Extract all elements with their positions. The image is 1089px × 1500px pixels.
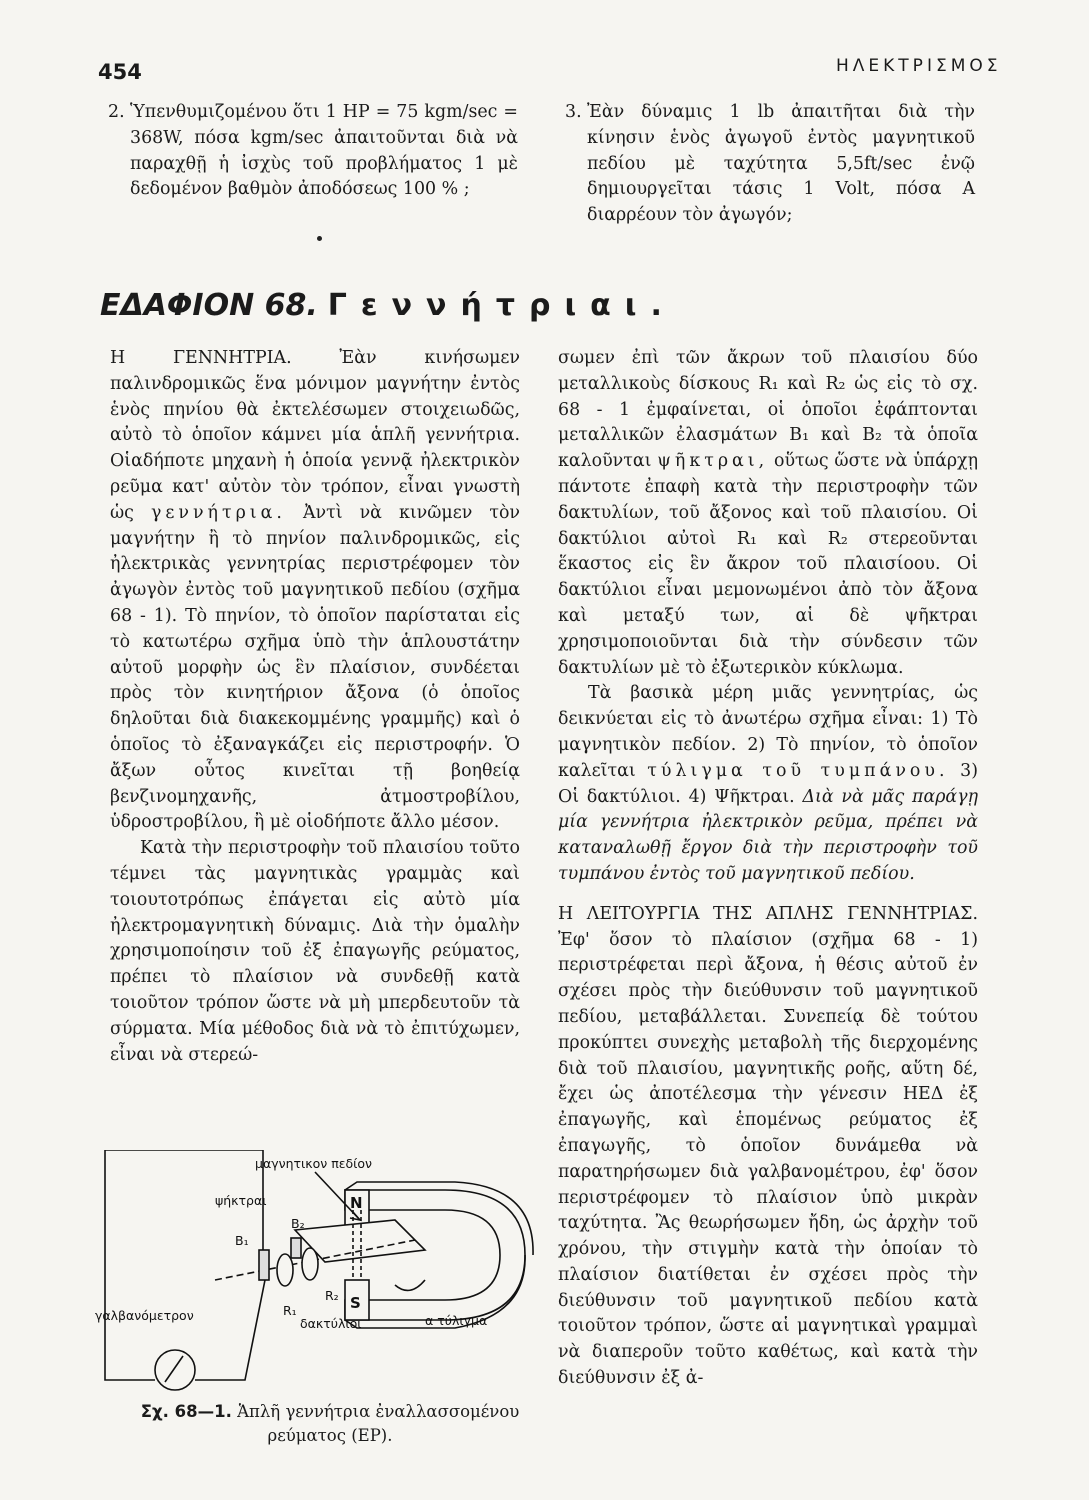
caption-label: Σχ. 68—1.: [140, 1402, 232, 1421]
bullet-mark: [317, 236, 322, 241]
section-heading: [100, 288, 676, 323]
paragraph-heading: Η ΓΕΝΝΗΤΡΙΑ.: [110, 348, 292, 368]
label-n: N: [350, 1194, 363, 1212]
slip-ring-r1: [277, 1254, 293, 1286]
brush-b1: [259, 1250, 269, 1280]
label-galvanometer: γαλβανόμετρον: [95, 1308, 194, 1323]
caption-text: Ἁπλῆ γεννήτρια ἐναλλασσομένου ρεύματος (ΕΡ).: [237, 1402, 520, 1445]
question-3: [565, 100, 975, 229]
circuit-wire: [105, 1150, 263, 1380]
left-column: [110, 346, 520, 1068]
section-title: Γεννήτριαι.: [327, 288, 676, 323]
label-b2: B₂: [291, 1216, 305, 1231]
page-number: 454: [98, 60, 142, 84]
running-title: ΗΛΕΚΤΡΙΣΜΟΣ: [836, 56, 1002, 76]
question-number: 2.: [108, 102, 125, 122]
label-armature: α τύλιγμα: [425, 1313, 488, 1328]
body-text: 3) Οἱ δακτύλιοι. 4) Ψῆκτραι.: [558, 760, 978, 807]
italic-emphasis: Διὰ νὰ μᾶς παράγῃ μία γεννήτρια ἠλεκτρικὸν ρεῦμα, πρέπει νὰ καταναλωθῇ ἔργον διὰ τὴν περιστροφὴν τοῦ τυμπάνου ἐντὸς τοῦ μαγνητικοῦ πεδίου.: [558, 786, 978, 884]
brush-b2: [291, 1238, 301, 1258]
body-text: Ἀντὶ νὰ κινῶμεν τὸν μαγνήτην ἢ τὸ πηνίον παλινδρομικῶς, εἰς ἠλεκτρικὰς γεννητρίας περιστρέφομεν τὸν ἀγωγὸν ἐντὸς τοῦ μαγνητικοῦ πεδίου (σχῆμα 68 - 1). Τὸ πηνίον, τὸ ὁποῖον παρίσταται εἰς τὸ κατωτέρω σχῆμα ὑπὸ τὴν ἁπλουστάτην αὐτοῦ μορφὴν ὡς ἓν πλαίσιον, συνδέεται πρὸς τὸν κινητήριον ἄξονα (ὁ ὁποῖος δηλοῦται διὰ διακεκομμένης γραμμῆς) καὶ ὁ ὁποῖος τὸ ἐξαναγκάζει εἰς περιστροφήν. Ὁ ἄξων οὗτος κινεῖται τῇ βοηθείᾳ βενζινομηχανῆς, ἀτμοστροβίλου, ὑδροστροβίλου, ἢ μὲ οἱοδήποτε ἄλλο μέσον.: [110, 502, 520, 833]
spaced-term: ψῆκτραι,: [657, 451, 769, 472]
generator-figure: [95, 1150, 535, 1400]
label-r1: R₁: [283, 1303, 297, 1318]
figure-caption: [120, 1400, 540, 1448]
label-field: μαγνητικον πεδίον: [255, 1156, 373, 1171]
label-s: S: [350, 1294, 361, 1312]
question-text: Ὑπενθυμιζομένου ὅτι 1 HP = 75 kgm/sec = 368W, πόσα kgm/sec ἀπαιτοῦνται διὰ νὰ παραχθῇ ἡ ἰσχὺς τοῦ προβλήματος 1 μὲ δεδομένον βαθμὸν ἀποδόσεως 100 % ;: [130, 102, 518, 200]
question-number: 3.: [565, 102, 582, 122]
spaced-term: γεννήτρια.: [150, 502, 286, 523]
right-column: [558, 346, 978, 1392]
question-text: Ἐὰν δύναμις 1 lb ἀπαιτῆται διὰ τὴν κίνησιν ἑνὸς ἀγωγοῦ ἐντὸς μαγνητικοῦ πεδίου μὲ ταχύτητα 5,5ft/sec ἐνῷ δημιουργεῖται τάσις 1 Volt, πόσα A διαρρέουν τὸν ἀγωγόν;: [587, 102, 975, 226]
label-r2: R₂: [325, 1288, 339, 1303]
body-text: οὕτως ὥστε νὰ ὑπάρχῃ πάντοτε ἐπαφὴ κατὰ τὴν περιστροφὴν τῶν δακτυλίων, τοῦ ἄξονος καὶ τοῦ πλαισίου. Οἱ δακτύλιοι αὐτοὶ R₁ καὶ R₂ στερεοῦνται ἕκαστος εἰς ἓν ἄκρον τοῦ πλαισίοου. Οἱ δακτύλιοι εἶναι μεμονωμένοι ἀπὸ τὸν ἄξονα καὶ μεταξύ των, αἱ δὲ ψῆκτραι χρησιμοποιοῦνται διὰ τὴν σύνδεσιν τῶν δακτυλίων μὲ τὸ ἐξωτερικὸν κύκλωμα.: [558, 451, 979, 678]
slip-ring-r2: [302, 1248, 318, 1280]
body-text: σωμεν ἐπὶ τῶν ἄκρων τοῦ πλαισίου δύο μεταλλικοὺς δίσκους R₁ καὶ R₂ ὡς εἰς τὸ σχ. 68 - 1 ἐμφαίνεται, οἱ ὁποῖοι ἐφάπτονται μεταλλικῶν ἐλασμάτων B₁ καὶ B₂ τὰ ὁποῖα καλοῦνται: [558, 348, 978, 472]
body-paragraph: Κατὰ τὴν περιστροφὴν τοῦ πλαισίου τοῦτο τέμνει τὰς μαγνητικὰς γραμμὰς καὶ τοιουτοτρόπως ἐπάγεται εἰς αὐτὸ μία ἠλεκτρομαγνητικὴ δύναμις. Διὰ τὴν ὁμαλὴν χρησιμοποίησιν τοῦ ἐξ ἐπαγωγῆς ρεύματος, πρέπει τὸ πλαίσιον νὰ συνδεθῇ κατὰ τοιοῦτον τρόπον ὥστε νὰ μὴ μπερδευτοῦν τὰ σύρματα. Μία μέθοδος διὰ νὰ τὸ ἐπιτύχωμεν, εἶναι νὰ στερεώ-: [110, 838, 520, 1065]
label-brushes: ψήκτραι: [215, 1193, 267, 1208]
circuit-wire: [195, 1280, 265, 1380]
paragraph-heading: Η ΛΕΙΤΟΥΡΓΙΑ ΤΗΣ ΑΠΛΗΣ ΓΕΝΝΗΤΡΙΑΣ.: [558, 903, 978, 924]
body-text: Τὰ βασικὰ μέρη μιᾶς γεννητρίας, ὡς δεικνύεται εἰς τὸ ἀνωτέρω σχῆμα εἶναι: 1) Τὸ μαγνητικὸν πεδίον. 2) Τὸ πηνίον, τὸ ὁποῖον καλεῖται: [558, 683, 978, 781]
galvanometer-icon: [155, 1350, 195, 1390]
label-b1: B₁: [235, 1233, 249, 1248]
body-text: Ἐφ' ὅσον τὸ πλαίσιον (σχῆμα 68 - 1) περιστρέφεται περὶ ἄξονα, ἡ θέσις αὐτοῦ ἐν σχέσει πρὸς τὴν διεύθυνσιν τοῦ μαγνητικοῦ πεδίου, μεταβάλλεται. Συνεπείᾳ δὲ τούτου προκύπτει συνεχὴς μεταβολὴ τῆς διερχομένης διὰ τοῦ πλαισίου, μαγνητικῆς ροῆς, αὕτη δέ, ἔχει ὡς ἀποτέλεσμα τὴν γένεσιν ΗΕΔ ἐξ ἐπαγωγῆς, καὶ ἑπομένως ρεύματος ἐξ ἐπαγωγῆς, τὸ ὁποῖον δυνάμεθα νὰ παρατηρήσωμεν διὰ γαλβανομέτρου, ἐφ' ὅσον περιστρέφομεν τὸ πλαίσιον ὑπὸ μικρὰν ταχύτητα. Ἂς θεωρήσωμεν ἤδη, ὡς ἀρχὴν τοῦ χρόνου, τὴν στιγμὴν κατὰ τὴν ὁποίαν τὸ πλαίσιον διατίθεται ἐν σχέσει πρὸς τὴν διεύθυνσιν τοῦ μαγνητικοῦ πεδίου κατὰ τοιοῦτον τρόπον, ὥστε αἱ μαγνητικαὶ γραμμαὶ νὰ διαπεροῦν τοῦτο καθέτως, καὶ κατὰ τὴν διεύθυνσιν ἐξ ἀ-: [558, 929, 978, 1389]
body-text: Ἐὰν κινήσωμεν παλινδρομικῶς ἕνα μόνιμον μαγνήτην ἐντὸς ἑνὸς πηνίου θὰ ἐκτελέσωμεν στοιχειωδῶς, αὐτὸ τὸ ὁποῖον κάμνει μία ἁπλῆ γεννήτρια. Οἱαδήποτε μηχανὴ ἡ ὁποία γεννᾷ ἠλεκτρικὸν ρεῦμα κατ' αὐτὸν τὸν τρόπον, εἶναι γνωστὴ ὡς: [110, 348, 521, 523]
section-label: ΕΔΑΦΙΟΝ 68.: [100, 288, 318, 323]
question-2: [108, 100, 518, 203]
label-rings: δακτύλιοι: [300, 1316, 362, 1331]
spaced-term: τύλιγμα τοῦ τυμπάνου.: [647, 760, 949, 781]
